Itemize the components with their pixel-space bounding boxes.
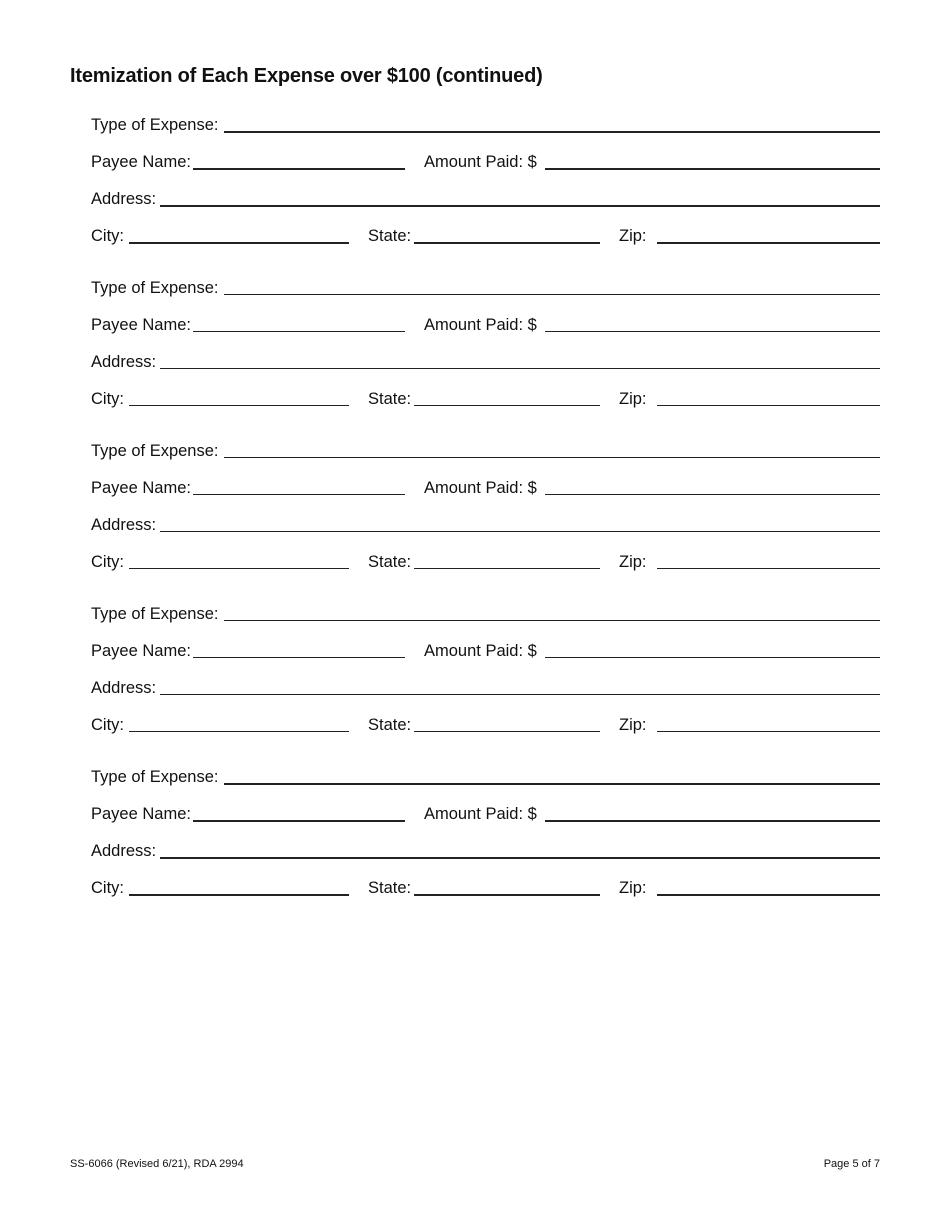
city-state-zip-row [91,878,880,902]
zip-label: Zip: [619,390,647,408]
amount-paid-label: Amount Paid: $ [424,805,537,823]
state-label: State: [368,879,412,897]
expense-entry [91,115,880,265]
type-of-expense-field[interactable] [224,457,880,458]
payee-row [91,152,880,176]
type-of-expense-label: Type of Expense: [91,279,219,297]
zip-field[interactable] [657,894,880,896]
payee-row [91,804,880,828]
payee-name-label: Payee Name: [91,153,191,171]
state-label: State: [368,716,412,734]
city-state-zip-row [91,226,880,250]
expense-entry [91,767,880,917]
city-state-zip-row [91,552,880,576]
address-row [91,515,880,539]
state-label: State: [368,553,412,571]
address-row [91,189,880,213]
type-of-expense-row [91,115,880,139]
payee-name-field[interactable] [193,331,405,332]
address-field[interactable] [160,694,880,695]
expense-entry [91,278,880,428]
state-field[interactable] [414,405,600,406]
zip-label: Zip: [619,553,647,571]
payee-name-field[interactable] [193,494,405,495]
amount-paid-label: Amount Paid: $ [424,153,537,171]
type-of-expense-label: Type of Expense: [91,116,219,134]
address-label: Address: [91,353,157,371]
form-number: SS-6066 (Revised 6/21), RDA 2994 [70,1158,244,1170]
city-field[interactable] [129,568,349,569]
address-label: Address: [91,516,157,534]
expense-entry [91,441,880,591]
state-field[interactable] [414,568,600,569]
type-of-expense-field[interactable] [224,620,880,621]
amount-paid-field[interactable] [545,494,880,495]
address-field[interactable] [160,531,880,532]
zip-label: Zip: [619,227,647,245]
address-label: Address: [91,190,157,208]
amount-paid-field[interactable] [545,657,880,658]
zip-label: Zip: [619,879,647,897]
type-of-expense-row [91,278,880,302]
type-of-expense-field[interactable] [224,783,880,785]
type-of-expense-row [91,767,880,791]
address-row [91,678,880,702]
city-field[interactable] [129,731,349,732]
state-label: State: [368,227,412,245]
state-field[interactable] [414,242,600,244]
zip-field[interactable] [657,242,880,244]
city-state-zip-row [91,715,880,739]
payee-name-label: Payee Name: [91,479,191,497]
address-field[interactable] [160,857,880,859]
city-label: City: [91,227,124,245]
payee-name-field[interactable] [193,168,405,170]
address-label: Address: [91,842,157,860]
payee-name-field[interactable] [193,657,405,658]
address-label: Address: [91,679,157,697]
state-field[interactable] [414,731,600,732]
zip-field[interactable] [657,405,880,406]
city-field[interactable] [129,242,349,244]
payee-name-label: Payee Name: [91,805,191,823]
expense-entry [91,604,880,754]
page-number: Page 5 of 7 [823,1158,880,1170]
city-state-zip-row [91,389,880,413]
amount-paid-label: Amount Paid: $ [424,479,537,497]
payee-name-label: Payee Name: [91,642,191,660]
state-field[interactable] [414,894,600,896]
zip-label: Zip: [619,716,647,734]
payee-row [91,641,880,665]
type-of-expense-label: Type of Expense: [91,442,219,460]
payee-name-field[interactable] [193,820,405,822]
type-of-expense-row [91,441,880,465]
state-label: State: [368,390,412,408]
amount-paid-label: Amount Paid: $ [424,642,537,660]
payee-row [91,478,880,502]
amount-paid-field[interactable] [545,820,880,822]
city-field[interactable] [129,894,349,896]
address-field[interactable] [160,205,880,207]
amount-paid-field[interactable] [545,168,880,170]
city-label: City: [91,879,124,897]
address-row [91,352,880,376]
city-label: City: [91,390,124,408]
type-of-expense-label: Type of Expense: [91,768,219,786]
zip-field[interactable] [657,568,880,569]
amount-paid-field[interactable] [545,331,880,332]
page-title: Itemization of Each Expense over $100 (continued) [70,65,543,87]
zip-field[interactable] [657,731,880,732]
amount-paid-label: Amount Paid: $ [424,316,537,334]
payee-row [91,315,880,339]
address-row [91,841,880,865]
type-of-expense-row [91,604,880,628]
payee-name-label: Payee Name: [91,316,191,334]
type-of-expense-label: Type of Expense: [91,605,219,623]
type-of-expense-field[interactable] [224,131,880,133]
type-of-expense-field[interactable] [224,294,880,295]
city-label: City: [91,716,124,734]
city-label: City: [91,553,124,571]
address-field[interactable] [160,368,880,369]
city-field[interactable] [129,405,349,406]
